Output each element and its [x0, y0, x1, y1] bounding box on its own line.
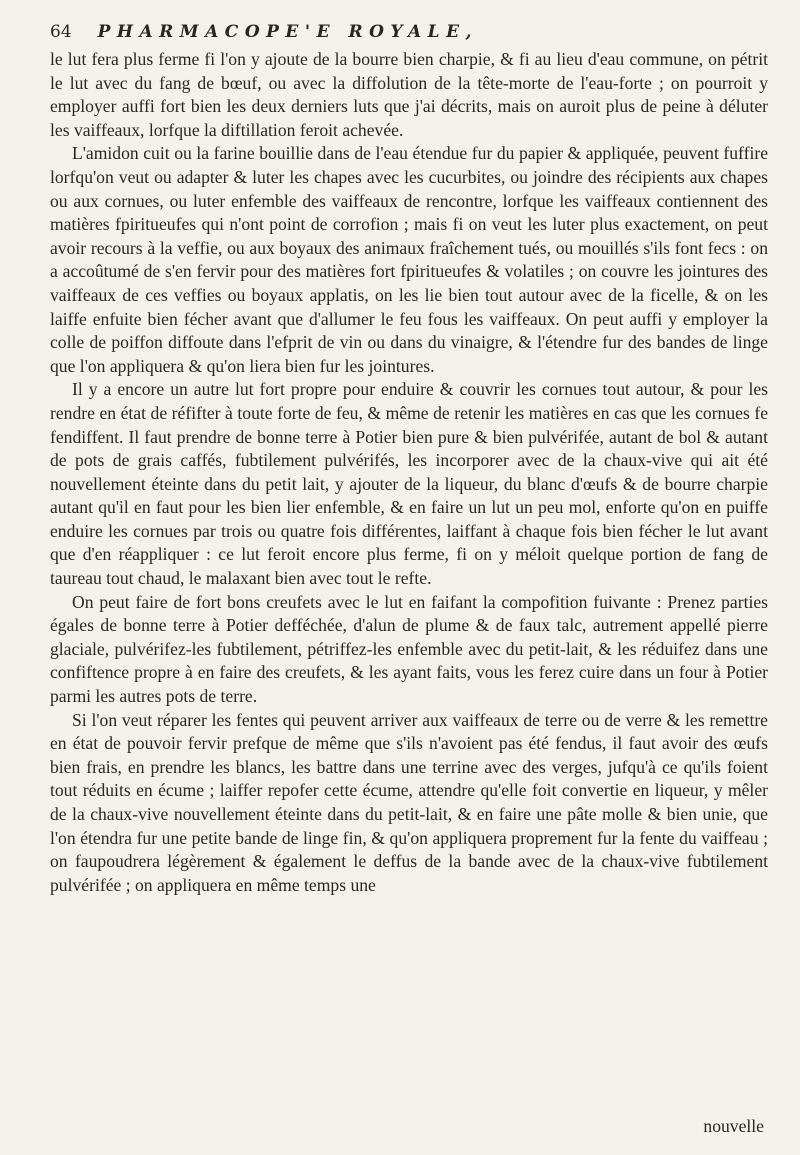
paragraph: L'amidon cuit ou la farine bouillie dans de l'eau étendue fur du papier & appliquée, peuvent fuffire lorfqu'on veut ou adapter & luter les chapes avec les cucurbites, ou joindre des récipients aux chapes ou aux cornues, ou luter enfemble des vaiffeaux de rencontre, lorfque les vaiffeaux contiennent des matières fpiritueufes qui n'ont point de corrofion ; mais fi on veut les luter plus exactement, on peut avoir recours à la veffie, ou aux boyaux des animaux fraîchement tués, ou mouillés s'ils font fecs : on a accoûtumé de s'en fervir pour des matières fort fpiritueufes & volatiles ; on couvre les jointures des vaiffeaux de ces veffies ou boyaux applatis, on les lie bien tout autour avec de la ficelle, & on les laiffe enfuite bien fécher avant que d'allumer le feu fous les vaiffeaux. On peut auffi y employer la colle de poiffon diffoute dans l'efprit de vin ou dans du vinaigre, & l'étendre fur des bandes de linge que l'on appliquera & qu'on liera bien fur les jointures.	[50, 143, 768, 376]
paragraph: Si l'on veut réparer les fentes qui peuvent arriver aux vaiffeaux de terre ou de verre & les remettre en état de pouvoir fervir prefque de même que s'ils n'avoient pas été fendus, il faut avoir des œufs bien frais, en prendre les blancs, les battre dans une terrine avec des verges, jufqu'à ce qu'ils foient tout réduits en écume ; laiffer repofer cette écume, attendre qu'elle foit convertie en liqueur, y mêler de la chaux-vive nouvellement éteinte dans du petit-lait, & en faire une pâte molle & bien unie, que l'on étendra fur une petite bande de linge fin, & qu'on appliquera proprement fur la fente du vaiffeau ; on faupoudrera légèrement & également le deffus de la bande avec de la chaux-vive fubtilement pulvérifée ; on appliquera en même temps une	[50, 709, 768, 895]
body-text	[50, 48, 768, 897]
paragraph: Il y a encore un autre lut fort propre pour enduire & couvrir les cornues tout autour, & pour les rendre en état de réfifter à toute forte de feu, & même de retenir les matières en cas que les cornues fe fendiffent. Il faut prendre de bonne terre à Potier bien pure & bien pulvérifée, autant de bol & autant de pots de grais caffés, fubtilement pulvérifés, les incorporer avec de la chaux-vive qui ait été nouvellement éteinte dans du petit lait, y ajouter de la liqueur, du blanc d'œufs & de bourre charpie autant qu'il en faut pour les bien lier enfemble, & en faire un lut un peu mol, enforte qu'on en puiffe enduire les cornues par trois ou quatre fois différentes, laiffant à chaque fois bien fécher le lut avant que d'en réappliquer : ce lut feroit encore plus ferme, fi on y méloit quelque portion de fang de taureau tout chaud, le malaxant bien avec tout le refte.	[50, 379, 768, 589]
page-number: 64	[50, 22, 72, 42]
paragraph: On peut faire de fort bons creufets avec le lut en faifant la compofition fuivante : Prenez parties égales de bonne terre à Potier defféchée, d'alun de plume & de faux talc, autrement appellé pierre glaciale, pulvérifez-les fubtilement, pétriffez-les enfemble avec du petit-lait, & les réduifez dans une confiftence propre à en faire des creufets, & les ayant faits, vous les ferez cuire dans un four à Potier parmi les autres pots de terre.	[50, 591, 768, 707]
paragraph: le lut fera plus ferme fi l'on y ajoute de la bourre bien charpie, & fi au lieu d'eau commune, on pétrit le lut avec du fang de bœuf, ou avec la diffolution de la tête-morte de l'eau-forte ; on pourroit y employer auffi fort bien les deux derniers luts que j'ai décrits, mais on auroit plus de peine à déluter les vaiffeaux, lorfque la diftillation feroit achevée.	[50, 49, 768, 140]
catchword: nouvelle	[703, 1116, 764, 1136]
running-title: PHARMACOPE'E ROYALE,	[97, 22, 478, 42]
running-head	[50, 22, 768, 42]
